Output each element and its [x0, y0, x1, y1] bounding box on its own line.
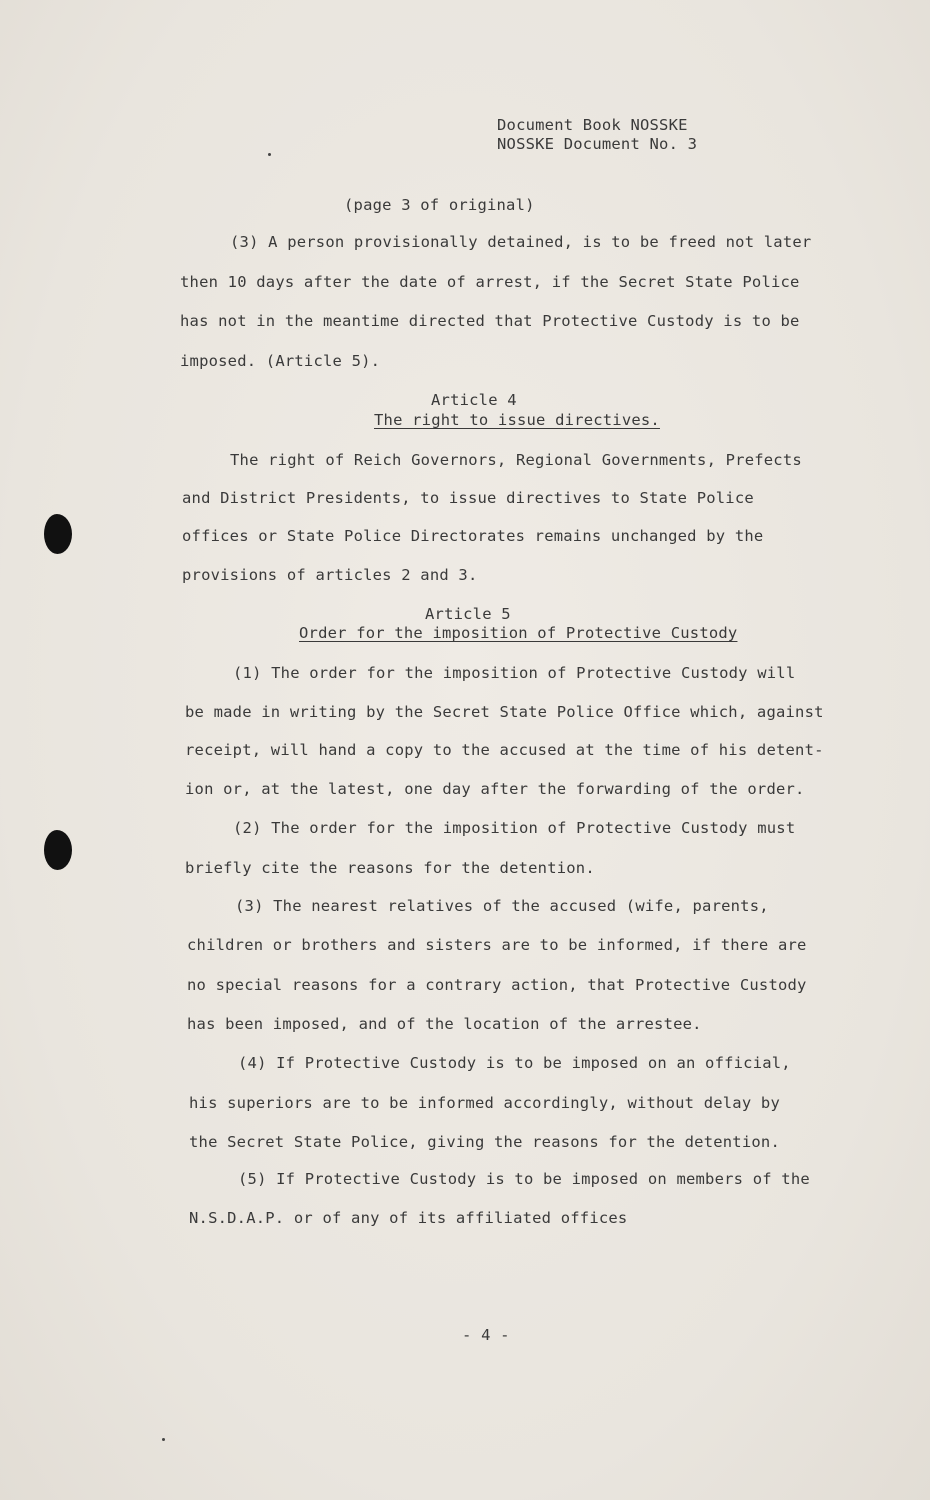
paragraph-line: The right of Reich Governors, Regional Governments, Prefects [230, 451, 802, 469]
header-line-1: Document Book NOSSKE [497, 116, 688, 134]
article-5-title: Order for the imposition of Protective Custody [299, 624, 738, 642]
article-4-number: Article 4 [431, 391, 517, 409]
paragraph-line: (5) If Protective Custody is to be imposed on members of the [238, 1170, 810, 1188]
article-4-title: The right to issue directives. [374, 411, 660, 429]
paragraph-line: has been imposed, and of the location of the arrestee. [187, 1015, 702, 1033]
paragraph-line: (3) A person provisionally detained, is to be freed not later [230, 233, 812, 251]
page-number: - 4 - [462, 1326, 510, 1344]
paragraph-line: offices or State Police Directorates remains unchanged by the [182, 527, 764, 545]
paragraph-line: then 10 days after the date of arrest, if the Secret State Police [180, 273, 800, 291]
punch-hole-bottom [44, 830, 72, 870]
paper-speck [162, 1438, 165, 1441]
paragraph-line: (4) If Protective Custody is to be imposed on an official, [238, 1054, 791, 1072]
paper-speck [268, 153, 271, 156]
paragraph-line: (2) The order for the imposition of Protective Custody must [233, 819, 796, 837]
paragraph-line: (1) The order for the imposition of Protective Custody will [233, 664, 796, 682]
paragraph-line: his superiors are to be informed accordingly, without delay by [189, 1094, 780, 1112]
page-reference: (page 3 of original) [344, 196, 535, 214]
paragraph-line: the Secret State Police, giving the reasons for the detention. [189, 1133, 780, 1151]
paragraph-line: has not in the meantime directed that Protective Custody is to be [180, 312, 800, 330]
paragraph-line: and District Presidents, to issue directives to State Police [182, 489, 754, 507]
paragraph-line: provisions of articles 2 and 3. [182, 566, 478, 584]
paragraph-line: receipt, will hand a copy to the accused at the time of his detent- [185, 741, 824, 759]
paragraph-line: be made in writing by the Secret State Police Office which, against [185, 703, 824, 721]
paragraph-line: ion or, at the latest, one day after the forwarding of the order. [185, 780, 805, 798]
paragraph-line: N.S.D.A.P. or of any of its affiliated offices [189, 1209, 628, 1227]
paragraph-line: children or brothers and sisters are to be informed, if there are [187, 936, 807, 954]
paragraph-line: imposed. (Article 5). [180, 352, 381, 370]
paragraph-line: no special reasons for a contrary action, that Protective Custody [187, 976, 807, 994]
article-5-number: Article 5 [425, 605, 511, 623]
header-line-2: NOSSKE Document No. 3 [497, 135, 698, 153]
paragraph-line: (3) The nearest relatives of the accused (wife, parents, [235, 897, 769, 915]
punch-hole-top [44, 514, 72, 554]
paragraph-line: briefly cite the reasons for the detention. [185, 859, 595, 877]
